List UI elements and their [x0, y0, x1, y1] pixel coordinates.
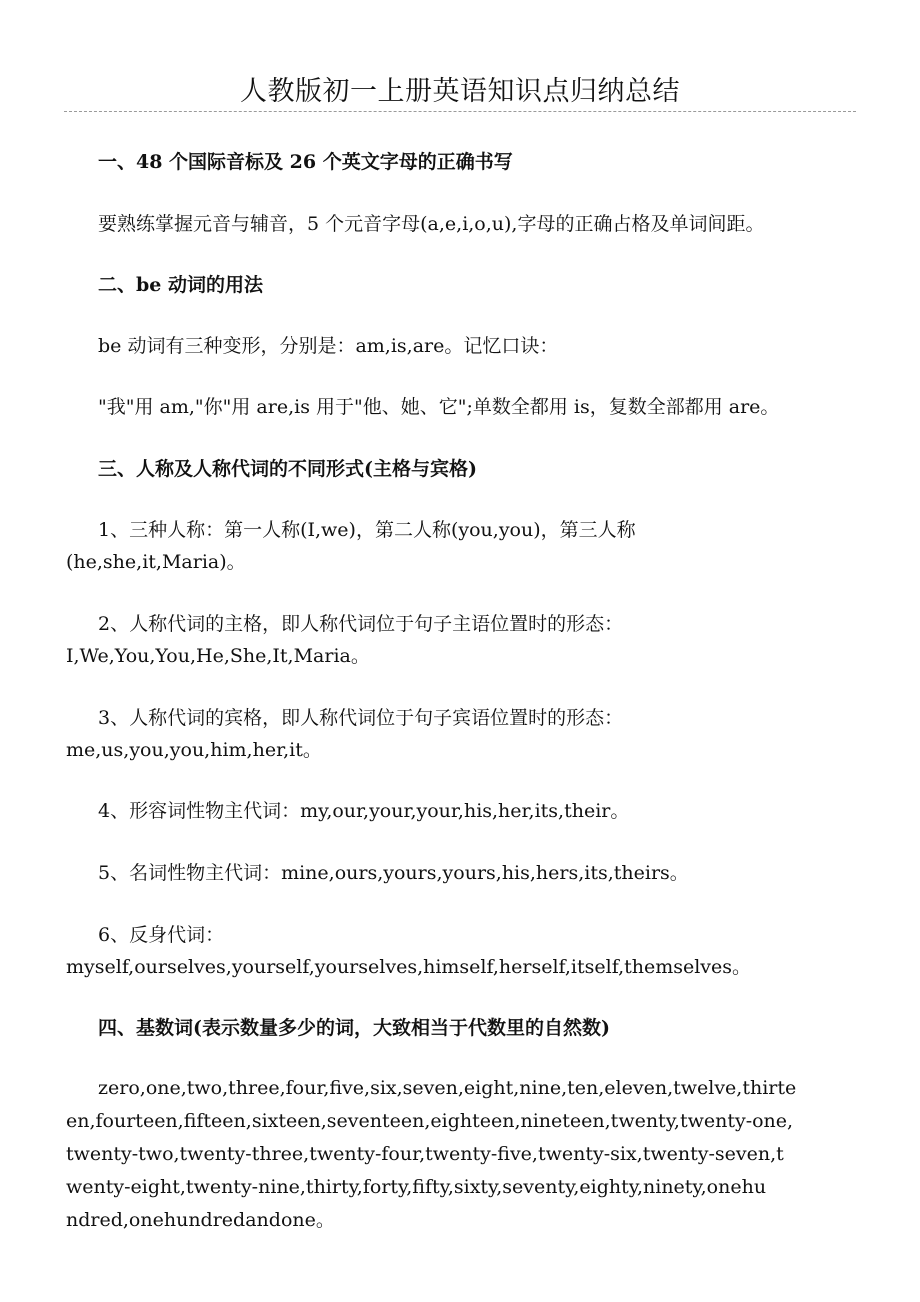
- pronoun-item-1-line-2: (he,she,it,Maria)。: [66, 551, 246, 573]
- section-1-heading: 一、48 个国际音标及 26 个英文字母的正确书写: [98, 151, 513, 173]
- pronoun-item-4: 4、形容词性物主代词：my,our,your,your,his,her,its,their。: [98, 800, 630, 822]
- section-2-line-2: "我"用 am,"你"用 are,is 用于"他、她、它";单数全都用 is，复数全部都用 are。: [98, 396, 780, 418]
- pronoun-item-6-line-1: 6、反身代词：: [98, 924, 225, 946]
- cardinal-numbers-line: ndred,onehundredandone。: [66, 1209, 335, 1231]
- section-3-heading: 三、人称及人称代词的不同形式(主格与宾格): [98, 458, 477, 480]
- section-1-body: 要熟练掌握元音与辅音，5 个元音字母(a,e,i,o,u),字母的正确占格及单词间距。: [98, 213, 765, 235]
- section-4-heading: 四、基数词(表示数量多少的词，大致相当于代数里的自然数): [98, 1017, 610, 1039]
- cardinal-numbers-line: wenty-eight,twenty-nine,thirty,forty,fifty,sixty,seventy,eighty,ninety,onehu: [66, 1176, 767, 1198]
- document-title: 人教版初一上册英语知识点归纳总结: [240, 76, 680, 107]
- pronoun-item-6-line-2: myself,ourselves,yourself,yourselves,himself,herself,itself,themselves。: [66, 956, 752, 978]
- section-2-heading: 二、be 动词的用法: [98, 274, 263, 296]
- cardinal-numbers-line: en,fourteen,fifteen,sixteen,seventeen,eighteen,nineteen,twenty,twenty-one,: [66, 1110, 794, 1132]
- pronoun-item-3-line-1: 3、人称代词的宾格，即人称代词位于句子宾语位置时的形态：: [98, 707, 624, 729]
- cardinal-numbers-line: twenty-two,twenty-three,twenty-four,twenty-five,twenty-six,twenty-seven,t: [66, 1143, 784, 1165]
- section-2-line-1: be 动词有三种变形，分别是：am,is,are。记忆口诀：: [98, 335, 559, 357]
- title-divider: [64, 111, 856, 112]
- pronoun-item-2-line-1: 2、人称代词的主格，即人称代词位于句子主语位置时的形态：: [98, 613, 624, 635]
- pronoun-item-1-line-1: 1、三种人称：第一人称(I,we)，第二人称(you,you)，第三人称: [98, 519, 636, 541]
- cardinal-numbers-line: zero,one,two,three,four,five,six,seven,eight,nine,ten,eleven,twelve,thirte: [98, 1077, 797, 1099]
- pronoun-item-2-line-2: I,We,You,You,He,She,It,Maria。: [66, 645, 370, 667]
- pronoun-item-3-line-2: me,us,you,you,him,her,it。: [66, 739, 322, 761]
- cardinal-numbers-paragraph: [66, 1072, 856, 1237]
- pronoun-item-5: 5、名词性物主代词：mine,ours,yours,yours,his,hers,its,theirs。: [98, 862, 689, 884]
